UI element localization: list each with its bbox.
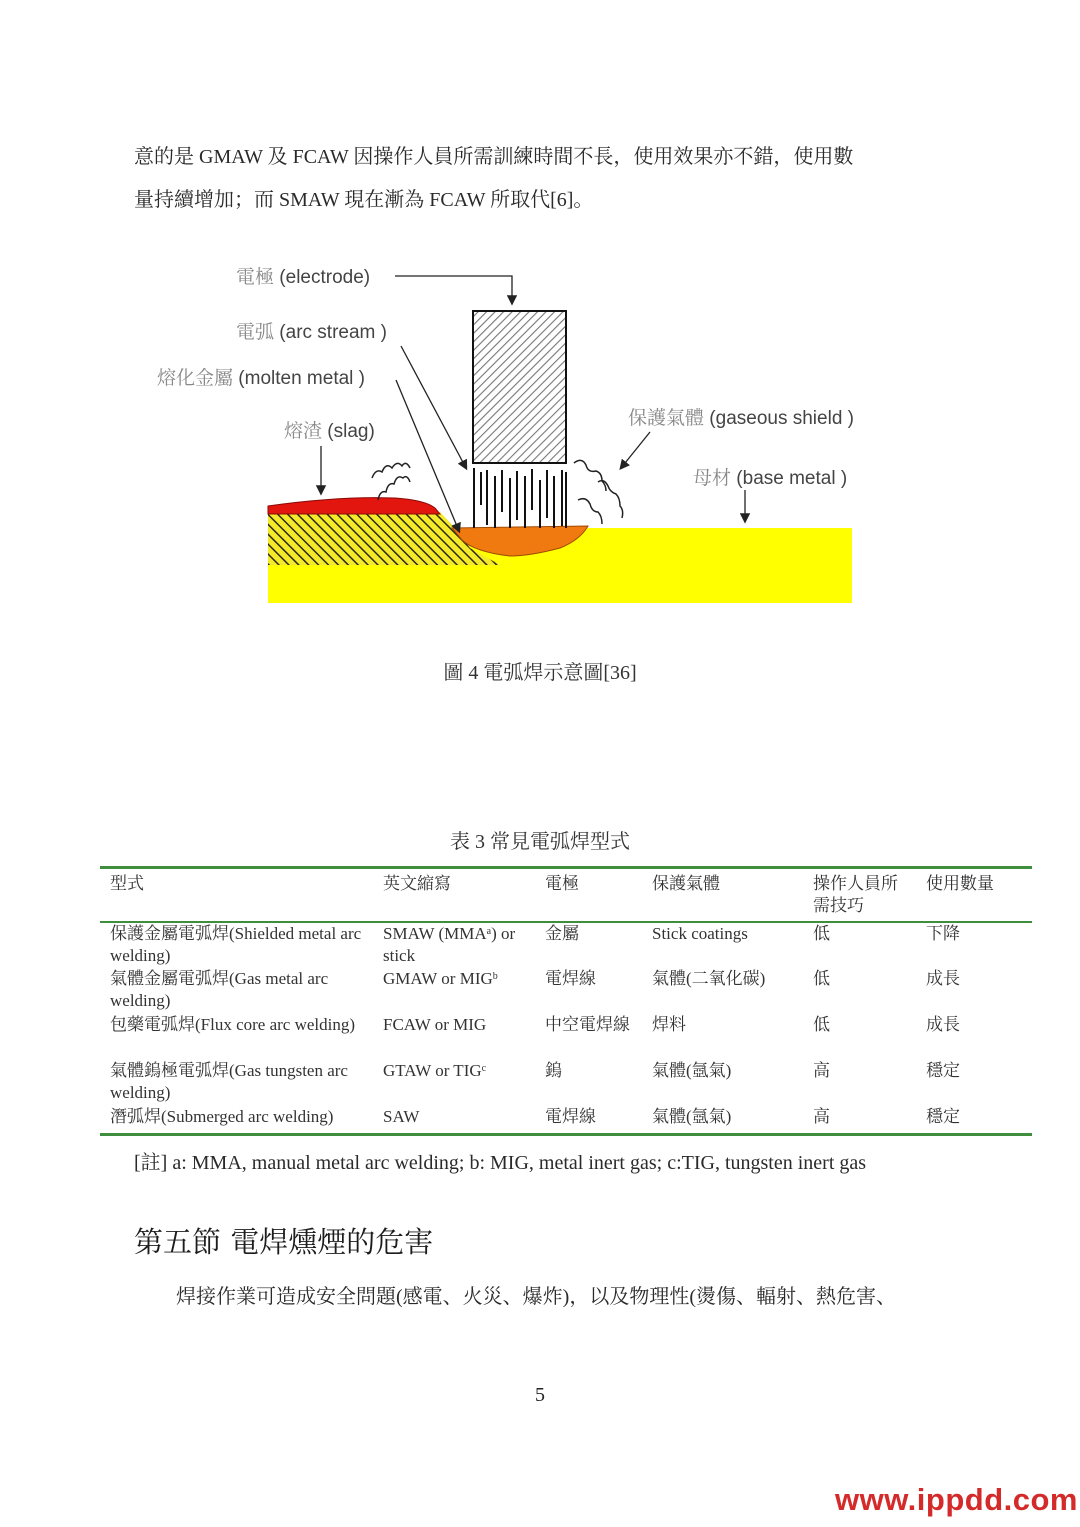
cell-shield: Stick coatings [652,924,748,943]
cell-electrode: 金屬 [545,924,579,943]
cell-type: 氣體鎢極電弧焊(Gas tungsten arc welding) [110,1061,348,1102]
cell-abbr: GTAW or TIG$^c$ [383,1061,487,1080]
label-slag: 熔渣 (slag) [284,421,375,442]
table-header-row [100,868,1032,923]
cell-usage: 穩定 [926,1107,960,1126]
arc-welding-diagram [150,250,910,620]
label-molten-metal: 熔化金屬 (molten metal ) [157,368,365,389]
cell-type: 保護金屬電弧焊(Shielded metal arc welding) [110,924,362,965]
header-type: 型式 [110,874,144,893]
cell-electrode: 電焊線 [545,1107,596,1126]
cell-shield: 焊料 [652,1015,686,1034]
label-gaseous-shield: 保護氣體 (gaseous shield ) [628,408,854,429]
cell-usage: 下降 [926,924,960,943]
table-row [100,1060,1032,1106]
watermark: www.ippdd.com [834,1482,1078,1517]
section-title: 第五節 電焊燻煙的危害 [134,1225,434,1259]
cell-skill: 低 [813,924,830,943]
welding-types-table [100,866,1032,1136]
cell-type: 潛弧焊(Submerged arc welding) [110,1107,334,1126]
cell-electrode: 電焊線 [545,969,596,988]
intro-line-2: 量持續增加；而 SMAW 現在漸為 FCAW 所取代[6]。 [134,189,594,211]
intro-paragraph [134,136,954,222]
cell-electrode: 中空電焊線 [545,1015,630,1034]
cell-shield: 氣體(二氧化碳) [652,969,766,988]
header-electrode: 電極 [545,874,579,893]
cell-type: 氣體金屬電弧焊(Gas metal arc welding) [110,969,329,1010]
cell-abbr: GMAW or MIG$^b$ [383,969,498,988]
cell-skill: 低 [813,969,830,988]
table-row [100,1106,1032,1134]
table-caption: 表 3 常見電弧焊型式 [450,831,630,853]
cell-usage: 成長 [926,969,960,988]
header-usage: 使用數量 [926,874,994,893]
label-base-metal: 母材 (base metal ) [693,468,848,489]
cell-shield: 氣體(氬氣) [652,1061,732,1080]
table-row [100,968,1032,1014]
cell-skill: 高 [813,1107,830,1126]
cell-shield: 氣體(氬氣) [652,1107,732,1126]
table-row [100,1014,1032,1060]
cell-abbr: SMAW (MMA$^a$) or stick [383,924,516,965]
table-row [100,922,1032,968]
section-body-line: 焊接作業可造成安全問題(感電、火災、爆炸)，以及物理性(燙傷、輻射、熱危害、 [176,1286,896,1308]
cell-abbr: FCAW or MIG [383,1015,487,1034]
page-number: 5 [535,1384,545,1406]
welding-illustration [150,250,910,620]
cell-electrode: 鎢 [545,1061,562,1080]
intro-line-1: 意的是 GMAW 及 FCAW 因操作人員所需訓練時間不長，使用效果亦不錯，使用數 [134,146,854,168]
cell-type: 包藥電弧焊(Flux core arc welding) [110,1015,356,1034]
table-note: [註] a: MMA, manual metal arc welding; b: MIG, metal inert gas; c:TIG, tungsten inert gas [134,1152,867,1174]
label-arc-stream: 電弧 (arc stream ) [236,322,387,343]
cell-usage: 成長 [926,1015,960,1034]
label-electrode: 電極 (electrode) [236,267,371,288]
header-abbr: 英文縮寫 [383,874,451,893]
cell-abbr: SAW [383,1107,420,1126]
header-shield: 保護氣體 [652,874,720,893]
figure-caption: 圖 4 電弧焊示意圖[36] [443,662,637,684]
cell-skill: 高 [813,1061,830,1080]
cell-skill: 低 [813,1015,830,1034]
cell-usage: 穩定 [926,1061,960,1080]
header-skill: 操作人員所需技巧 [813,874,898,915]
